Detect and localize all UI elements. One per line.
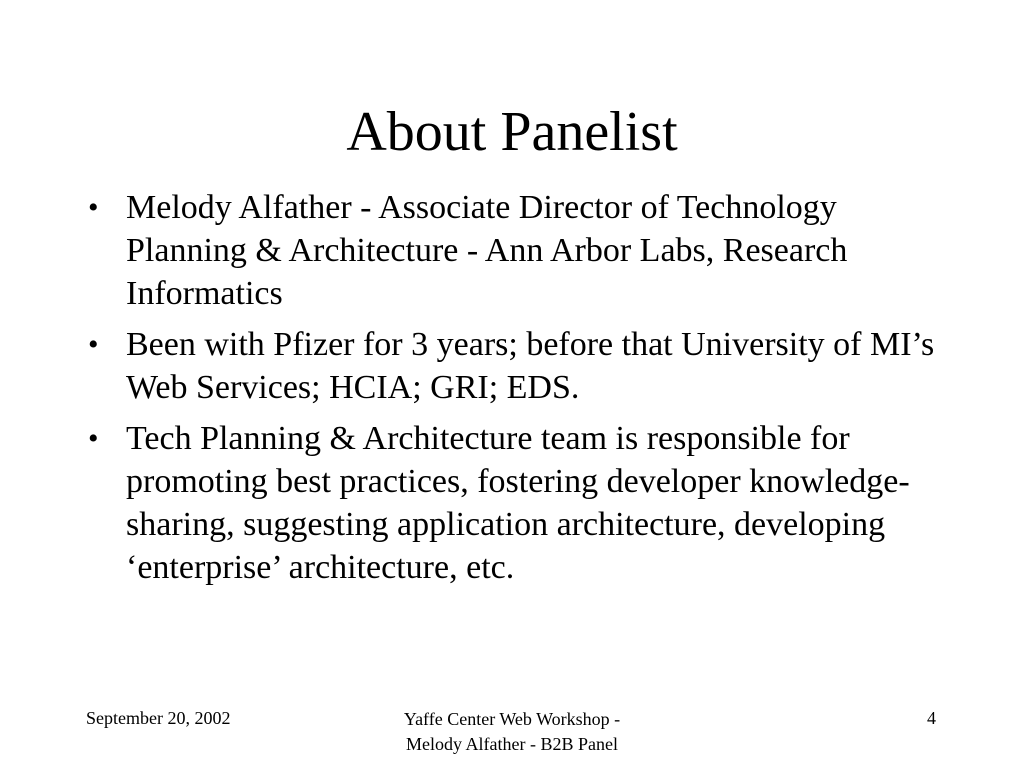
footer-date: September 20, 2002 [86, 708, 231, 728]
footer-title [342, 707, 682, 757]
bullet-item [86, 186, 936, 315]
footer-title-line-2: Melody Alfather - B2B Panel [406, 734, 618, 754]
bullet-item [86, 323, 936, 409]
bullet-text: Tech Planning & Architecture team is responsible for promoting best practices, fostering developer knowledge-sharing, suggesting application architecture, developing ‘enterprise’ architecture, etc. [126, 420, 910, 586]
bullet-icon: • [88, 328, 99, 361]
bullet-icon: • [88, 191, 99, 224]
bullet-text: Melody Alfather - Associate Director of Technology Planning & Architecture - Ann Arbor Labs, Research Informatics [126, 189, 848, 312]
page-number: 4 [927, 708, 936, 728]
bullet-item [86, 417, 936, 589]
bullet-text: Been with Pfizer for 3 years; before that University of MI’s Web Services; HCIA; GRI; EDS. [126, 326, 935, 406]
bullet-list [86, 186, 936, 597]
bullet-icon: • [88, 422, 99, 455]
footer-title-line-1: Yaffe Center Web Workshop - [403, 709, 621, 729]
slide-title: About Panelist [346, 101, 678, 163]
